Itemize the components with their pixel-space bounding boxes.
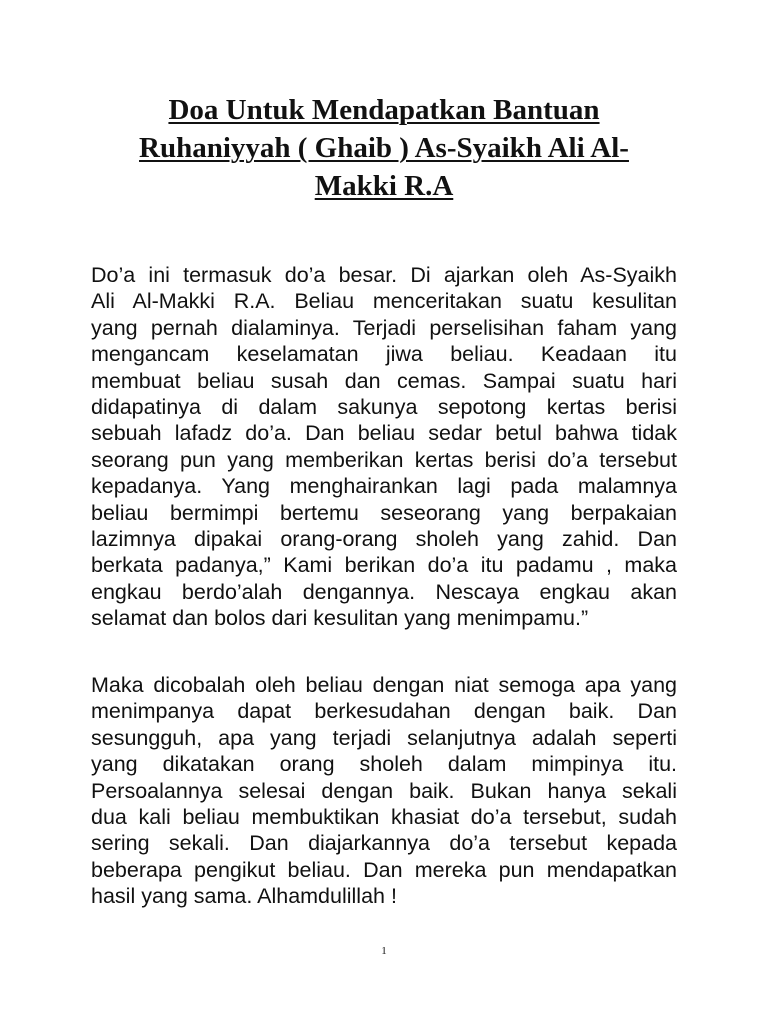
paragraph-line: sesungguh, apa yang terjadi selanjutnya adalah seperti [91, 725, 677, 750]
paragraph-line: Maka dicobalah oleh beliau dengan niat semoga apa yang [91, 673, 677, 697]
title-line [90, 167, 678, 205]
paragraph-line: membuat beliau susah dan cemas. Sampai suatu hari [91, 368, 677, 393]
paragraph-line: Persoalannya selesai dengan baik. Bukan hanya sekali [91, 778, 677, 803]
paragraph-line: menimpanya dapat berkesudahan dengan baik. Dan [91, 699, 677, 724]
paragraph-line: yang pernah dialaminya. Terjadi perselisihan faham yang [91, 315, 677, 340]
title-line [90, 129, 678, 167]
paragraph-line: sebuah lafadz do’a. Dan beliau sedar betul bahwa tidak [91, 421, 677, 446]
paragraph-line: engkau berdo’alah dengannya. Nescaya engkau akan [91, 579, 677, 604]
title-line-text: Ruhaniyyah ( Ghaib ) As-Syaikh Ali Al- [139, 132, 629, 164]
paragraph-line: beberapa pengikut beliau. Dan mereka pun mendapatkan [91, 857, 677, 882]
paragraph-line: beliau bermimpi bertemu seseorang yang berpakaian [91, 500, 677, 525]
paragraph-line: Do’a ini termasuk do’a besar. Di ajarkan oleh As-Syaikh [91, 263, 677, 287]
paragraph-line: sering sekali. Dan diajarkannya do’a tersebut kepada [91, 831, 677, 856]
paragraph-line: hasil yang sama. Alhamdulillah ! [91, 884, 397, 909]
paragraph-line: kepadanya. Yang menghairankan lagi pada malamnya [91, 474, 677, 499]
title-line-text: Makki R.A [314, 170, 454, 202]
paragraph-line: berkata padanya,” Kami berikan do’a itu padamu , maka [91, 553, 677, 578]
paragraph-line: mengancam keselamatan jiwa beliau. Keadaan itu [91, 342, 677, 367]
paragraph-1 [91, 262, 677, 631]
paragraph-line: didapatinya di dalam sakunya sepotong kertas berisi [91, 394, 677, 419]
title-line-text: Doa Untuk Mendapatkan Bantuan [168, 94, 600, 126]
paragraph-line: selamat dan bolos dari kesulitan yang menimpamu.” [91, 606, 589, 631]
paragraph-2 [91, 672, 677, 910]
paragraph-line: yang dikatakan orang sholeh dalam mimpinya itu. [91, 752, 677, 777]
paragraph-line: Ali Al-Makki R.A. Beliau menceritakan suatu kesulitan [91, 289, 677, 314]
page-number: 1 [381, 945, 387, 957]
document-title [90, 91, 678, 205]
paragraph-line: dua kali beliau membuktikan khasiat do’a tersebut, sudah [91, 804, 677, 829]
title-line [90, 91, 678, 129]
paragraph-line: seorang pun yang memberikan kertas berisi do’a tersebut [91, 447, 677, 472]
paragraph-line: lazimnya dipakai orang-orang sholeh yang zahid. Dan [91, 526, 677, 551]
